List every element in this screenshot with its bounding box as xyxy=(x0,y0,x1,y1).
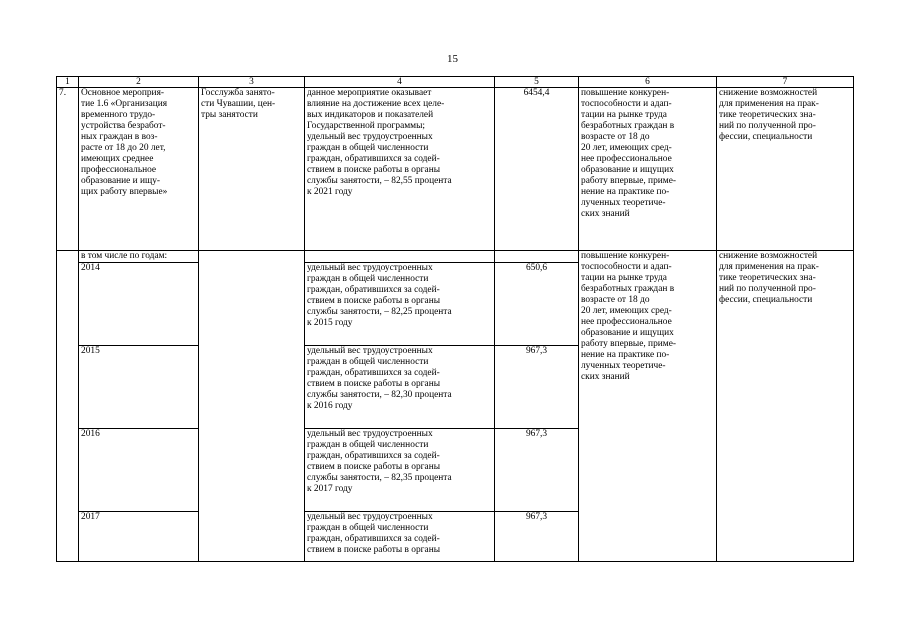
activity-name: Основное мероприя- тие 1.6 «Организация временного трудо- устройства безработ- ных граждан в воз- расте от 18 до 20 лет, имеющих среднее профессиональное образование и ищу- щих работу впервые» xyxy=(79,88,199,251)
year-label: 2014 xyxy=(79,263,199,346)
year-indicator: удельный вес трудоустроенных граждан в общей численности граждан, обратившихся за содей- ствием в поиске работы в органы службы занятости, – 82,30 процента к 2016 году xyxy=(305,346,495,429)
year-amount: 967,3 xyxy=(495,346,579,429)
years-expected-result: повышение конкурен- тоспособности и адап- тации на рынке труда безработных граждан в возрасте от 18 до 20 лет, имеющих сред- нее профессиональное образование и ищущих работу впервые, приме- нение на практике по- лученных теоретиче- ских знаний xyxy=(579,251,717,562)
header-cell: 1 xyxy=(57,77,79,88)
year-amount: 967,3 xyxy=(495,512,579,562)
years-risk-text: снижение возможностей для применения на прак- тике теоретических зна- ний по полученной про- фессии, специальности xyxy=(717,251,854,562)
year-indicator: удельный вес трудоустроенных граждан в общей численности граждан, обратившихся за содей- ствием в поиске работы в органы службы занятости, – 82,35 процента к 2017 году xyxy=(305,429,495,512)
empty-cell xyxy=(495,251,579,263)
amount: 6454,4 xyxy=(495,88,579,251)
table-row-main-activity xyxy=(57,88,854,251)
page-number: 15 xyxy=(447,53,458,65)
header-cell: 6 xyxy=(579,77,717,88)
header-row xyxy=(57,77,854,88)
expected-result: повышение конкурен- тоспособности и адап- тации на рынке труда безработных граждан в возрасте от 18 до 20 лет, имеющих сред- нее профессиональное образование и ищущих работу впервые, приме- нение на практике по- лученных теоретиче- ских знаний xyxy=(579,88,717,251)
empty-cell xyxy=(305,251,495,263)
row-number: 7. xyxy=(57,88,79,251)
year-amount: 650,6 xyxy=(495,263,579,346)
empty-cell xyxy=(57,251,79,562)
years-label: в том числе по годам: xyxy=(79,251,199,263)
year-label: 2017 xyxy=(79,512,199,562)
header-cell: 3 xyxy=(199,77,305,88)
year-amount: 967,3 xyxy=(495,429,579,512)
table-row-years-label xyxy=(57,251,854,263)
indicator-text: данное мероприятие оказывает влияние на достижение всех целе- вых индикаторов и показателей Государственной программы; удельный вес трудоустроенных граждан в общей численности граждан, обратившихся за содей- ствием в поиске работы в органы службы занятости, – 82,55 процента к 2021 году xyxy=(305,88,495,251)
header-cell: 5 xyxy=(495,77,579,88)
header-cell: 2 xyxy=(79,77,199,88)
year-label: 2015 xyxy=(79,346,199,429)
year-label: 2016 xyxy=(79,429,199,512)
empty-cell xyxy=(199,251,305,562)
executor: Госслужба занято- сти Чувашии, цен- тры занятости xyxy=(199,88,305,251)
header-cell: 4 xyxy=(305,77,495,88)
year-indicator: удельный вес трудоустроенных граждан в общей численности граждан, обратившихся за содей- ствием в поиске работы в органы xyxy=(305,512,495,562)
header-cell: 7 xyxy=(717,77,854,88)
program-table xyxy=(56,76,854,562)
year-indicator: удельный вес трудоустроенных граждан в общей численности граждан, обратившихся за содей- ствием в поиске работы в органы службы занятости, – 82,25 процента к 2015 году xyxy=(305,263,495,346)
risk-text: снижение возможностей для применения на прак- тике теоретических зна- ний по полученной про- фессии, специальности xyxy=(717,88,854,251)
